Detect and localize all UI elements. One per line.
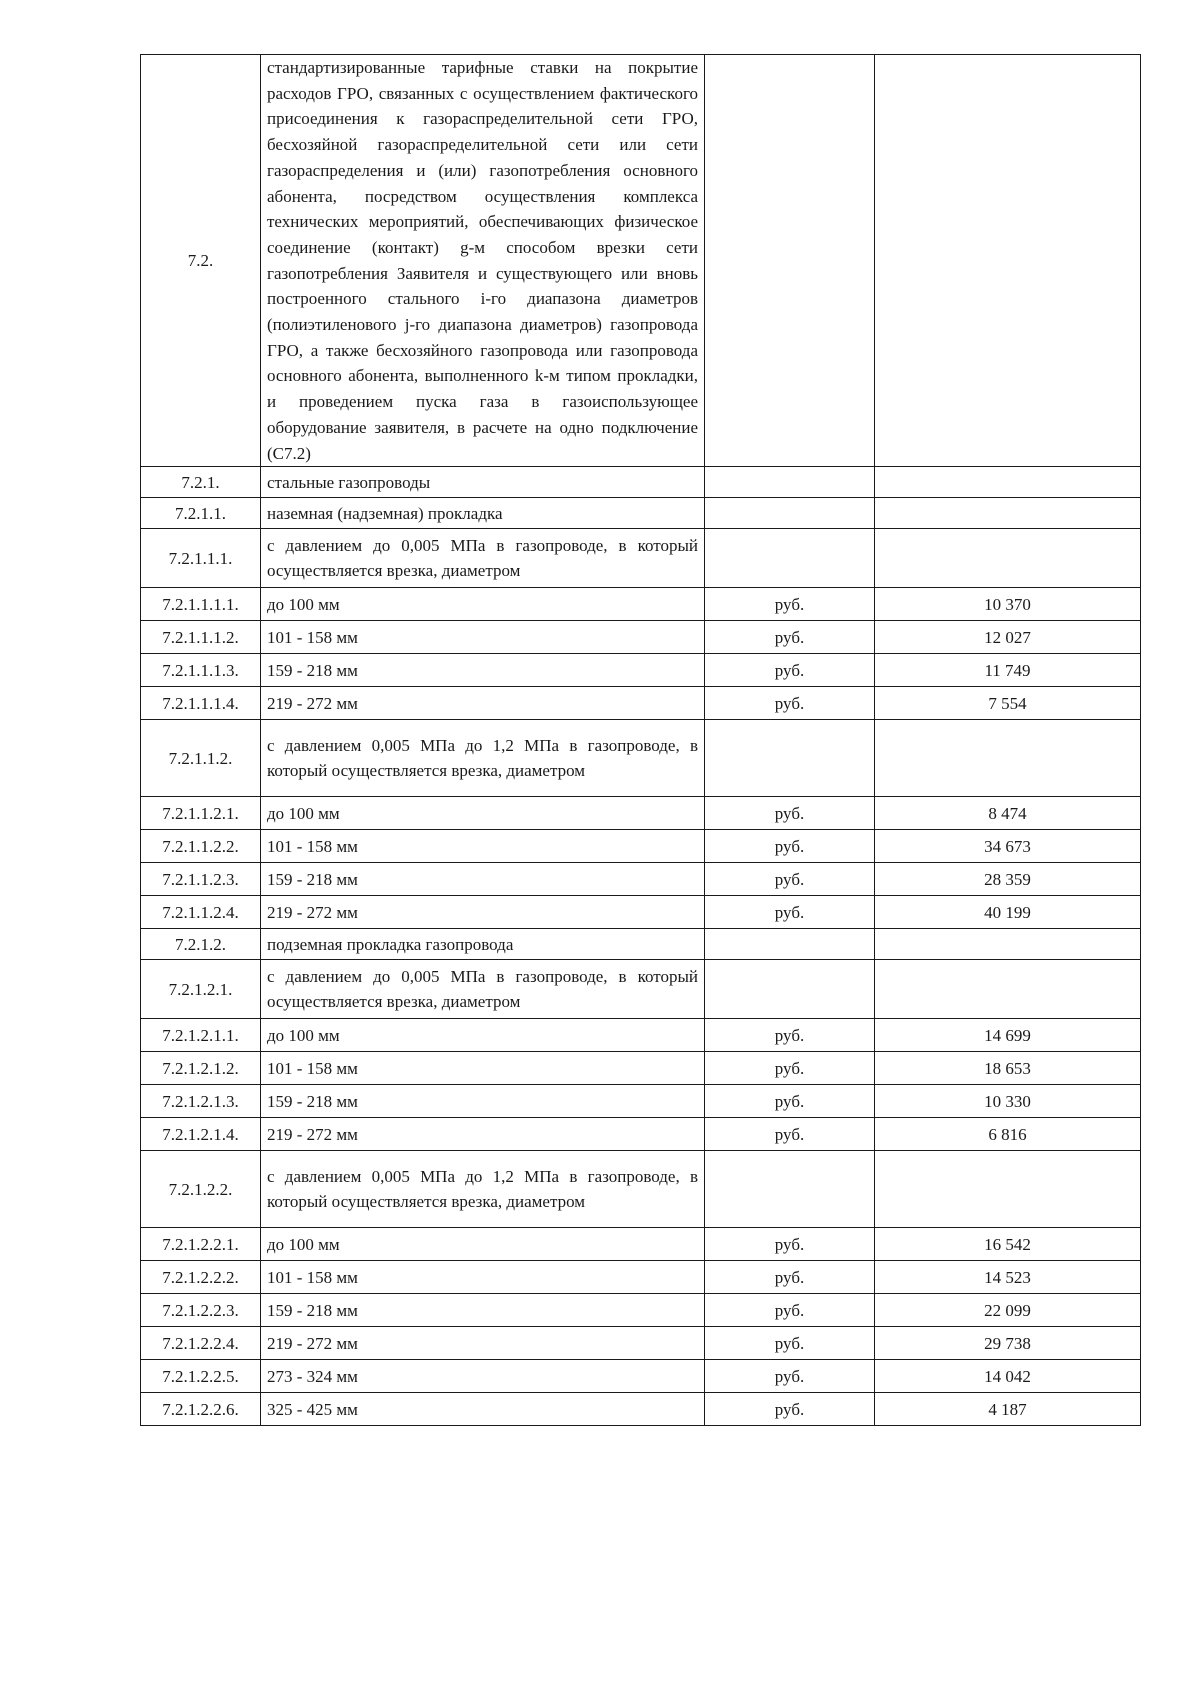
row-unit xyxy=(705,467,875,498)
row-unit: руб. xyxy=(705,588,875,621)
table-row xyxy=(141,1261,1141,1294)
row-value: 10 330 xyxy=(875,1085,1141,1118)
row-code: 7.2.1.2.2.5. xyxy=(141,1360,261,1393)
table-row xyxy=(141,467,1141,498)
table-row-main xyxy=(141,55,1141,467)
row-description: 273 - 324 мм xyxy=(261,1360,705,1393)
row-code: 7.2.1.2.1.4. xyxy=(141,1118,261,1151)
row-description: до 100 мм xyxy=(261,1019,705,1052)
row-value: 4 187 xyxy=(875,1393,1141,1426)
table-row xyxy=(141,1360,1141,1393)
row-code: 7.2.1.1.2. xyxy=(141,720,261,797)
table-row xyxy=(141,588,1141,621)
row-unit: руб. xyxy=(705,1052,875,1085)
table-row xyxy=(141,1019,1141,1052)
table-row xyxy=(141,896,1141,929)
row-description: 159 - 218 мм xyxy=(261,863,705,896)
table-row xyxy=(141,929,1141,960)
row-value: 8 474 xyxy=(875,797,1141,830)
row-value xyxy=(875,1151,1141,1228)
row-description: 219 - 272 мм xyxy=(261,1118,705,1151)
row-code: 7.2.1.2.2. xyxy=(141,1151,261,1228)
table-row xyxy=(141,797,1141,830)
row-code: 7.2.1.1.1.3. xyxy=(141,654,261,687)
row-code: 7.2.1.2. xyxy=(141,929,261,960)
row-description: 159 - 218 мм xyxy=(261,1294,705,1327)
row-value: 22 099 xyxy=(875,1294,1141,1327)
table-row xyxy=(141,1294,1141,1327)
row-code: 7.2.1.2.1.3. xyxy=(141,1085,261,1118)
row-value xyxy=(875,498,1141,529)
row-value xyxy=(875,929,1141,960)
row-description: наземная (надземная) прокладка xyxy=(261,498,705,529)
row-unit: руб. xyxy=(705,830,875,863)
row-value xyxy=(875,720,1141,797)
row-code: 7.2.1.2.2.2. xyxy=(141,1261,261,1294)
row-description: 325 - 425 мм xyxy=(261,1393,705,1426)
row-description: 219 - 272 мм xyxy=(261,687,705,720)
row-unit: руб. xyxy=(705,1085,875,1118)
row-description: подземная прокладка газопровода xyxy=(261,929,705,960)
row-unit: руб. xyxy=(705,621,875,654)
row-code: 7.2.1. xyxy=(141,467,261,498)
table-row xyxy=(141,654,1141,687)
row-description: 101 - 158 мм xyxy=(261,1261,705,1294)
row-value: 10 370 xyxy=(875,588,1141,621)
table-body xyxy=(141,55,1141,1426)
table-row xyxy=(141,1118,1141,1151)
row-code: 7.2.1.1. xyxy=(141,498,261,529)
table-row xyxy=(141,863,1141,896)
row-code: 7.2.1.2.2.6. xyxy=(141,1393,261,1426)
row-unit: руб. xyxy=(705,654,875,687)
row-unit: руб. xyxy=(705,1228,875,1261)
row-value: 14 042 xyxy=(875,1360,1141,1393)
row-unit: руб. xyxy=(705,687,875,720)
row-code: 7.2.1.2.1.1. xyxy=(141,1019,261,1052)
row-code: 7.2.1.1.1. xyxy=(141,529,261,588)
tariff-table xyxy=(140,54,1141,1426)
row-description: 101 - 158 мм xyxy=(261,830,705,863)
row-value: 29 738 xyxy=(875,1327,1141,1360)
row-value: 14 523 xyxy=(875,1261,1141,1294)
row-code: 7.2.1.1.2.2. xyxy=(141,830,261,863)
row-value: 34 673 xyxy=(875,830,1141,863)
row-code: 7.2.1.1.1.2. xyxy=(141,621,261,654)
row-value: 28 359 xyxy=(875,863,1141,896)
row-code: 7.2.1.1.2.1. xyxy=(141,797,261,830)
row-unit: руб. xyxy=(705,1261,875,1294)
row-description: стандартизированные тарифные ставки на покрытие расходов ГРО, связанных с осуществлением фактического присоединения к газораспределительной сети ГРО, бесхозяйной газораспределительной сети или сети газораспределения и (или) газопотребления основного абонента, посредством осуществления комплекса технических мероприятий, обеспечивающих физическое соединение (контакт) g-м способом врезки сети газопотребления Заявителя и существующего или вновь построенного стального i-го диапазона диаметров (полиэтиленового j-го диапазона диаметров) газопровода ГРО, а также бесхозяйного газопровода или газопровода основного абонента, выполненного k-м типом прокладки, и проведением пуска газа в газоиспользующее оборудование заявителя, в расчете на одно подключение (С7.2) xyxy=(261,55,705,467)
row-code: 7.2.1.2.2.1. xyxy=(141,1228,261,1261)
table-row xyxy=(141,621,1141,654)
row-unit: руб. xyxy=(705,1019,875,1052)
row-value xyxy=(875,960,1141,1019)
row-unit xyxy=(705,529,875,588)
row-description: с давлением до 0,005 МПа в газопроводе, в который осуществляется врезка, диаметром xyxy=(261,529,705,588)
row-value xyxy=(875,467,1141,498)
row-value: 40 199 xyxy=(875,896,1141,929)
row-value: 6 816 xyxy=(875,1118,1141,1151)
row-value: 18 653 xyxy=(875,1052,1141,1085)
row-unit: руб. xyxy=(705,1294,875,1327)
table-row xyxy=(141,687,1141,720)
row-code: 7.2.1.2.2.3. xyxy=(141,1294,261,1327)
table-row xyxy=(141,720,1141,797)
row-description: с давлением 0,005 МПа до 1,2 МПа в газопроводе, в который осуществляется врезка, диаметром xyxy=(261,1151,705,1228)
row-unit xyxy=(705,55,875,467)
row-unit: руб. xyxy=(705,1393,875,1426)
row-description: 101 - 158 мм xyxy=(261,621,705,654)
row-description: с давлением до 0,005 МПа в газопроводе, в который осуществляется врезка, диаметром xyxy=(261,960,705,1019)
table-row xyxy=(141,529,1141,588)
row-description: 159 - 218 мм xyxy=(261,654,705,687)
row-description: 101 - 158 мм xyxy=(261,1052,705,1085)
table-row xyxy=(141,960,1141,1019)
row-value: 11 749 xyxy=(875,654,1141,687)
row-unit xyxy=(705,720,875,797)
row-unit: руб. xyxy=(705,896,875,929)
row-description: до 100 мм xyxy=(261,1228,705,1261)
row-code: 7.2. xyxy=(141,55,261,467)
row-description: 159 - 218 мм xyxy=(261,1085,705,1118)
row-unit xyxy=(705,1151,875,1228)
row-value: 12 027 xyxy=(875,621,1141,654)
row-code: 7.2.1.2.1. xyxy=(141,960,261,1019)
row-description: до 100 мм xyxy=(261,797,705,830)
row-value: 14 699 xyxy=(875,1019,1141,1052)
row-unit: руб. xyxy=(705,863,875,896)
table-row xyxy=(141,1085,1141,1118)
row-code: 7.2.1.2.1.2. xyxy=(141,1052,261,1085)
row-value xyxy=(875,55,1141,467)
row-code: 7.2.1.1.1.4. xyxy=(141,687,261,720)
row-unit xyxy=(705,929,875,960)
row-unit xyxy=(705,498,875,529)
table-row xyxy=(141,1327,1141,1360)
row-unit: руб. xyxy=(705,1360,875,1393)
row-description: с давлением 0,005 МПа до 1,2 МПа в газопроводе, в который осуществляется врезка, диаметром xyxy=(261,720,705,797)
table-row xyxy=(141,830,1141,863)
row-description: до 100 мм xyxy=(261,588,705,621)
table-row xyxy=(141,498,1141,529)
row-unit xyxy=(705,960,875,1019)
row-code: 7.2.1.1.2.4. xyxy=(141,896,261,929)
row-unit: руб. xyxy=(705,1327,875,1360)
row-value xyxy=(875,529,1141,588)
row-description: стальные газопроводы xyxy=(261,467,705,498)
table-row xyxy=(141,1393,1141,1426)
row-value: 16 542 xyxy=(875,1228,1141,1261)
row-description: 219 - 272 мм xyxy=(261,1327,705,1360)
table-row xyxy=(141,1151,1141,1228)
row-description: 219 - 272 мм xyxy=(261,896,705,929)
row-code: 7.2.1.1.1.1. xyxy=(141,588,261,621)
table-row xyxy=(141,1228,1141,1261)
row-code: 7.2.1.2.2.4. xyxy=(141,1327,261,1360)
row-unit: руб. xyxy=(705,797,875,830)
row-code: 7.2.1.1.2.3. xyxy=(141,863,261,896)
row-value: 7 554 xyxy=(875,687,1141,720)
table-row xyxy=(141,1052,1141,1085)
row-unit: руб. xyxy=(705,1118,875,1151)
